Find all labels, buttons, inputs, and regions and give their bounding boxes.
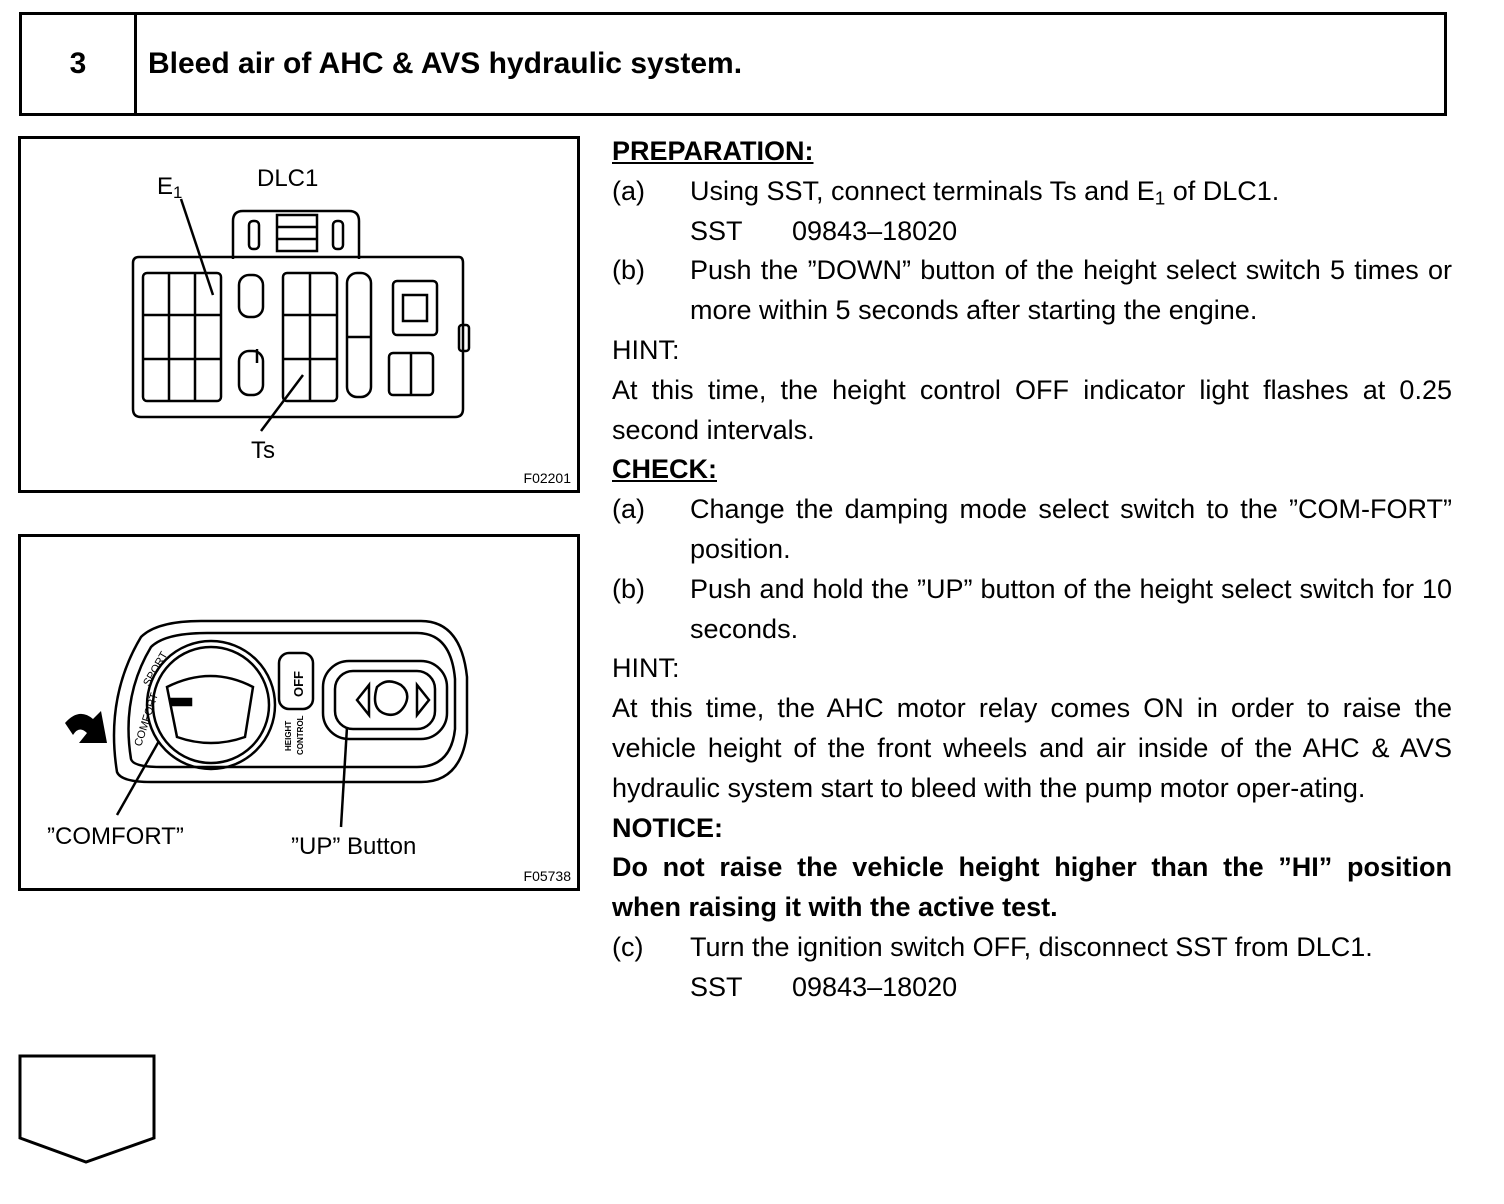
notice-text: Do not raise the vehicle height higher than the ”HI” position when raising it with the active test. [612,852,1452,923]
height-control-text-1: HEIGHT [284,720,293,751]
prep-sst: SST 09843–18020 [690,215,958,246]
figure-switch-panel [18,534,580,891]
step-number: 3 [22,15,137,113]
preparation-heading: PREPARATION: [612,136,814,166]
procedure-text [612,132,1452,1008]
height-control-text-2: CONTROL [296,715,305,755]
label-up-button: ”UP” Button [291,833,417,860]
check-step-c: (c) Turn the ignition switch OFF, disconnect SST from DLC1. [612,931,1373,962]
check-hint-label: HINT: [612,653,680,684]
dial-sport-text: SPORT [141,649,171,689]
next-page-arrow-icon [18,1054,158,1166]
check-heading: CHECK: [612,454,717,485]
check-step-b: (b) Push and hold the ”UP” button of the height select switch for 10 seconds. [612,573,1452,644]
notice-label: NOTICE: [612,812,723,843]
prep-step-a: (a) Using SST, connect terminals Ts and $E_1$ of DLC1. [612,175,1280,210]
label-dlc1: DLC1 [257,165,319,192]
off-button-text: OFF [291,671,306,697]
check-hint-text: At this time, the AHC motor relay comes ON in order to raise the vehicle height of the front wheels and air inside of the AHC & AVS hydraulic system start to bleed with the pump motor oper-ating. [612,693,1452,803]
label-comfort: ”COMFORT” [47,823,184,850]
label-ts: Ts [251,437,275,464]
step-header [19,12,1447,116]
prep-hint-label: HINT: [612,334,680,365]
step-title: Bleed air of AHC & AVS hydraulic system. [148,47,743,80]
figure-dlc1 [18,136,580,493]
prep-hint-text: At this time, the height control OFF indicator light flashes at 0.25 second intervals. [612,374,1452,445]
prep-step-b: (b) Push the ”DOWN” button of the height select switch 5 times or more within 5 seconds after starting the engine. [612,255,1452,326]
dial-comfort-text: COMFORT [132,691,161,748]
figure-code: F02201 [523,470,571,486]
check-step-a: (a) Change the damping mode select switch to the ”COM-FORT” position. [612,494,1452,564]
label-e1: $E_1$ [157,173,183,203]
check-sst: SST 09843–18020 [690,971,958,1002]
figure-code: F05738 [523,868,571,884]
